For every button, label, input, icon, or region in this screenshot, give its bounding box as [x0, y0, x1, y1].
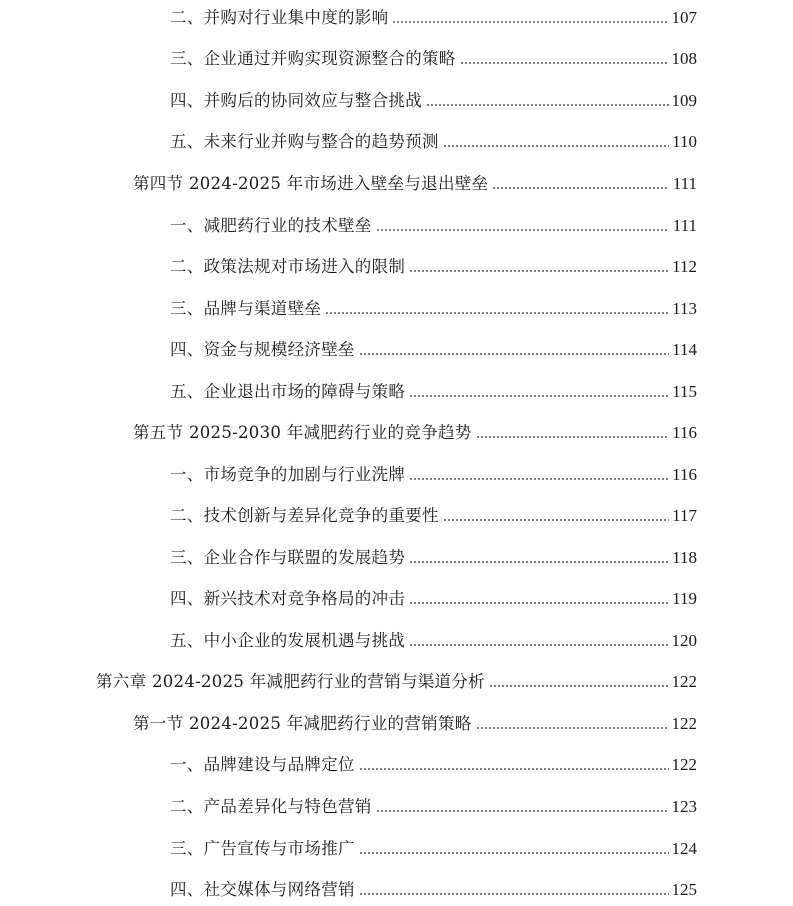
toc-entry-title: 三、品牌与渠道壁垒: [170, 299, 322, 318]
toc-entry-section[interactable]: [133, 417, 697, 443]
toc-entry-chapter[interactable]: [96, 666, 697, 692]
toc-entry-title: 第六章 2024-2025 年减肥药行业的营销与渠道分析: [96, 672, 485, 691]
toc-entry-title: 四、社交媒体与网络营销: [170, 880, 355, 899]
toc-entry-title: 三、企业合作与联盟的发展趋势: [170, 548, 406, 567]
toc-entry-page: 110: [672, 132, 697, 151]
toc-entry-title: 二、技术创新与差异化竞争的重要性: [170, 506, 439, 525]
toc-entry-page: 122: [671, 714, 697, 733]
toc-entry-page: 122: [671, 672, 697, 691]
toc-entry[interactable]: [170, 293, 697, 319]
toc-entry[interactable]: [170, 334, 697, 360]
toc-dot-leader: [476, 726, 669, 730]
toc-dot-leader: [392, 20, 669, 24]
toc-dot-leader: [409, 394, 669, 398]
toc-entry-title: 一、品牌建设与品牌定位: [170, 755, 355, 774]
toc-entry-title: 三、广告宣传与市场推广: [170, 839, 355, 858]
toc-dot-leader: [409, 560, 669, 564]
toc-entry-page: 118: [672, 548, 697, 567]
toc-entry[interactable]: [170, 583, 697, 609]
toc-dot-leader: [409, 601, 669, 605]
toc-entry-page: 108: [671, 49, 697, 68]
toc-entry[interactable]: [170, 251, 697, 277]
toc-dot-leader: [460, 61, 669, 65]
toc-entry-title: 二、产品差异化与特色营销: [170, 797, 372, 816]
toc-entry-section[interactable]: [133, 168, 697, 194]
toc-dot-leader: [359, 352, 669, 356]
toc-entry-page: 125: [671, 880, 697, 899]
toc-dot-leader: [359, 892, 669, 896]
toc-entry-section[interactable]: [133, 708, 697, 734]
toc-entry[interactable]: [170, 43, 697, 69]
toc-entry-title: 一、减肥药行业的技术壁垒: [170, 216, 372, 235]
toc-entry-title: 二、政策法规对市场进入的限制: [170, 257, 406, 276]
toc-dot-leader: [409, 477, 669, 481]
toc-entry[interactable]: [170, 625, 697, 651]
toc-entry[interactable]: [170, 210, 697, 236]
toc-dot-leader: [409, 269, 669, 273]
toc-entry-title: 五、未来行业并购与整合的趋势预测: [170, 132, 439, 151]
toc-entry[interactable]: [170, 500, 697, 526]
toc-dot-leader: [325, 311, 669, 315]
toc-dot-leader: [409, 643, 669, 647]
toc-entry-page: 116: [672, 465, 697, 484]
toc-entry-page: 124: [671, 839, 697, 858]
toc-entry-page: 112: [672, 257, 697, 276]
toc-dot-leader: [443, 144, 669, 148]
toc-entry-page: 111: [672, 174, 697, 193]
toc-entry[interactable]: [170, 749, 697, 775]
toc-entry[interactable]: [170, 542, 697, 568]
toc-dot-leader: [426, 103, 669, 107]
toc-entry[interactable]: [170, 2, 697, 28]
toc-entry-title: 四、新兴技术对竞争格局的冲击: [170, 589, 406, 608]
toc-entry-page: 119: [672, 589, 697, 608]
toc-entry[interactable]: [170, 833, 697, 859]
toc-entry-page: 114: [672, 340, 697, 359]
toc-dot-leader: [376, 809, 669, 813]
toc-entry-title: 二、并购对行业集中度的影响: [170, 8, 389, 27]
toc-entry-title: 五、中小企业的发展机遇与挑战: [170, 631, 406, 650]
toc-dot-leader: [359, 851, 669, 855]
toc-entry-title: 三、企业通过并购实现资源整合的策略: [170, 49, 456, 68]
toc-entry-page: 122: [671, 755, 697, 774]
toc-entry-page: 123: [671, 797, 697, 816]
toc-entry-title: 四、资金与规模经济壁垒: [170, 340, 355, 359]
toc-dot-leader: [443, 518, 669, 522]
toc-entry-page: 113: [672, 299, 697, 318]
toc-dot-leader: [476, 435, 669, 439]
toc-entry-title: 第五节 2025-2030 年减肥药行业的竞争趋势: [133, 423, 472, 442]
toc-entry[interactable]: [170, 85, 697, 111]
toc-entry-page: 107: [671, 8, 697, 27]
toc-entry-page: 111: [672, 216, 697, 235]
toc-entry-title: 四、并购后的协同效应与整合挑战: [170, 91, 422, 110]
toc-dot-leader: [376, 228, 669, 232]
toc-entry[interactable]: [170, 874, 697, 900]
toc-dot-leader: [489, 684, 669, 688]
toc-dot-leader: [359, 767, 669, 771]
toc-entry-page: 109: [671, 91, 697, 110]
toc-entry-title: 第四节 2024-2025 年市场进入壁垒与退出壁垒: [133, 174, 489, 193]
toc-dot-leader: [492, 186, 669, 190]
toc-entry[interactable]: [170, 376, 697, 402]
toc-entry-title: 第一节 2024-2025 年减肥药行业的营销策略: [133, 714, 472, 733]
toc-entry-page: 117: [672, 506, 697, 525]
toc-entry[interactable]: [170, 791, 697, 817]
toc-entry-page: 120: [671, 631, 697, 650]
toc-entry[interactable]: [170, 459, 697, 485]
toc-entry-page: 115: [672, 382, 697, 401]
toc-entry-title: 五、企业退出市场的障碍与策略: [170, 382, 406, 401]
toc-entry[interactable]: [170, 126, 697, 152]
toc-entry-title: 一、市场竞争的加剧与行业洗牌: [170, 465, 406, 484]
toc-entry-page: 116: [672, 423, 697, 442]
